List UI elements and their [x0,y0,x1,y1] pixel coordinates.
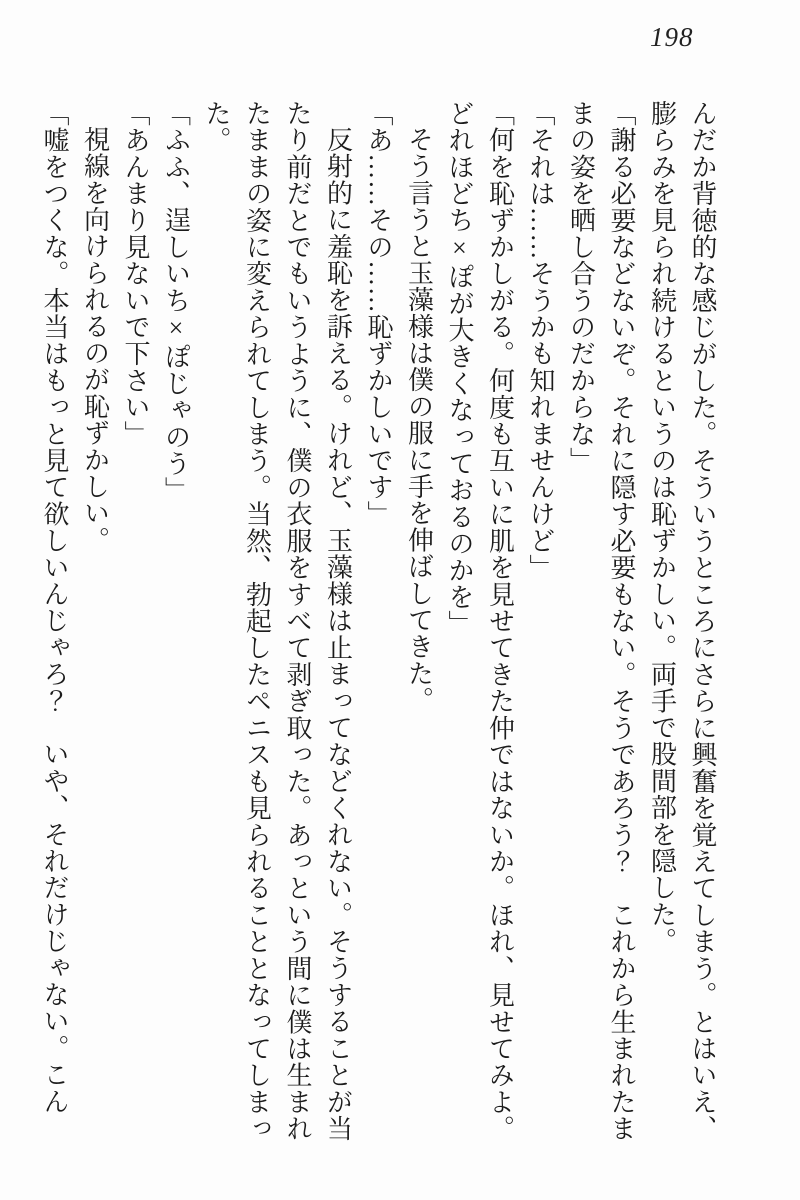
paragraph: そう言うと玉藻様は僕の服に手を伸ばしてきた。 [404,126,434,714]
paragraph: 「謝る必要などないぞ。それに隠す必要もない。そうであろう？ これから生まれたままの姿を晒し合うのだからな」 [566,100,636,1142]
paragraph: 反射的に羞恥を訴える。けれど、玉藻様は止まってなどくれない。そうすることが当たり前だとでもいうように、僕の衣服をすべて剥ぎ取った。あっという間に僕は生まれたままの姿に変えられてしまう。当然、勃起したペニスも見られることとなってしまった。 [202,100,353,1142]
paragraph: 「あ……その……恥ずかしいです」 [364,100,393,528]
paragraph: 「あんまり見ないで下さい」 [121,100,150,448]
page-number: 198 [650,22,694,52]
paragraph: んだか背徳的な感じがした。そういうところにさらに興奮を覚えてしまう。とはいえ、膨らみを見られ続けるというのは恥ずかしい。両手で股間部を隠した。 [647,100,717,1142]
paragraph: 「何を恥ずかしがる。何度も互いに肌を見せてきた仲ではないか。ほれ、見せてみよ。どれほどち×ぽが大きくなっておるのかを」 [445,100,515,1142]
paragraph: 「嘘をつくな。本当はもっと見て欲しいんじゃろ？ いや、それだけじゃない。こん [40,100,69,1115]
paragraph: 視線を向けられるのが恥ずかしい。 [80,126,110,554]
paragraph: 「それは……そうかも知れませんけど」 [526,100,555,581]
paragraph: 「ふふ、逞しいち×ぽじゃのう」 [161,100,191,504]
body-text [20,100,722,1142]
